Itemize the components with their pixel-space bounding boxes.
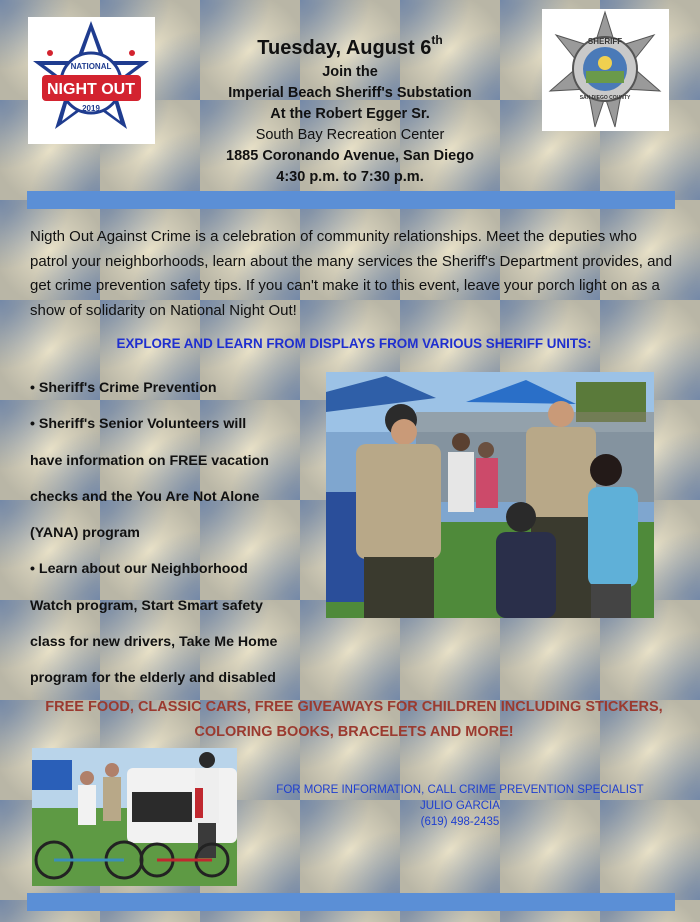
top-divider-band <box>27 191 675 209</box>
explore-heading: EXPLORE AND LEARN FROM DISPLAYS FROM VARIOUS SHERIFF UNITS: <box>116 336 592 351</box>
svg-text:SAN DIEGO COUNTY: SAN DIEGO COUNTY <box>579 95 631 101</box>
contact-line-info: FOR MORE INFORMATION, CALL CRIME PREVENTION SPECIALIST <box>276 784 644 796</box>
sheriff-badge-logo <box>542 9 669 131</box>
header-line-join: Join the <box>322 64 378 80</box>
units-line: • Sheriff's Senior Volunteers will <box>30 416 247 433</box>
contact-info <box>270 782 650 830</box>
event-header <box>170 26 530 188</box>
units-line: checks and the You Are Not Alone <box>30 488 260 505</box>
header-line-egger: At the Robert Egger Sr. <box>270 106 430 122</box>
units-line: class for new drivers, Take Me Home <box>30 634 278 651</box>
bottom-divider-band <box>27 893 675 911</box>
event-date: Tuesday, August 6th <box>257 33 443 59</box>
intro-paragraph: Nigth Out Against Crime is a celebration of community relationships. Meet the deputies who patrol your neighborhoods, learn about the many services the Sheriff's Department provides, and get crime prevention safety tips. If you can't make it to this event, leave your porch light on as a show of solidarity on National Night Out! <box>30 228 673 319</box>
kids-with-bikes-photo <box>32 748 237 886</box>
units-line: • Learn about our Neighborhood <box>30 561 248 578</box>
units-line: program for the elderly and disabled <box>30 670 276 687</box>
contact-name: JULIO GARCIA <box>420 800 500 812</box>
units-line: (YANA) program <box>30 525 140 542</box>
free-offerings-text <box>30 695 678 745</box>
header-line-time: 4:30 p.m. to 7:30 p.m. <box>276 169 424 185</box>
svg-text:NIGHT OUT: NIGHT OUT <box>47 81 135 98</box>
units-line: have information on FREE vacation <box>30 452 269 469</box>
units-line: Watch program, Start Smart safety <box>30 597 263 614</box>
svg-text:SHERIFF: SHERIFF <box>587 37 623 46</box>
header-line-substation: Imperial Beach Sheriff's Substation <box>228 85 472 101</box>
free-line-2: COLORING BOOKS, BRACELETS AND MORE! <box>194 724 514 740</box>
national-night-out-logo <box>28 17 155 144</box>
units-line: • Sheriff's Crime Prevention <box>30 380 217 396</box>
free-line-1: FREE FOOD, CLASSIC CARS, FREE GIVEAWAYS FOR CHILDREN INCLUDING STICKERS, <box>45 699 663 715</box>
header-line-address: 1885 Coronando Avenue, San Diego <box>226 148 474 164</box>
svg-text:2019: 2019 <box>82 104 100 113</box>
sheriff-units-list <box>30 370 320 697</box>
contact-phone: (619) 498-2435 <box>420 816 500 828</box>
deputies-with-children-photo <box>326 372 654 618</box>
header-line-recreation-center: South Bay Recreation Center <box>255 127 445 143</box>
svg-text:NATIONAL: NATIONAL <box>70 62 112 71</box>
